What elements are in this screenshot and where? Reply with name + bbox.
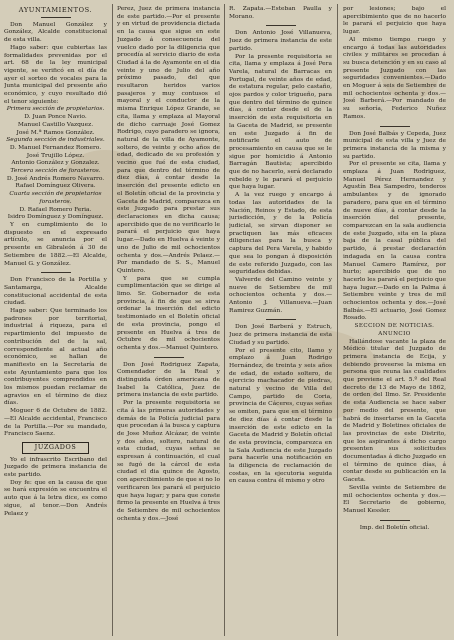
paragraph: Por el presente cito, llamo y emplazo á Juan Rodrigo Hernández, de treinta y seis años de edad, de estado soltero, de ejercicio machacador de piedras, natural y vecino de Villa del Campo, partido de Coria, provincia de Cáceres, cuyas señas se omiten, para que en el término de diez días á contar desde la inserción de este edicto en la Gaceta de Madrid y Boletín oficial de esta provincia, comparezca en la Sala Audiencia de este Juzgado para hacerle una notificación en la diligencia de reclamación de costas, en la ejecutoria seguida en causa contra él mismo y otro bbox=[229, 347, 332, 485]
subsection-title: Primera sección de propietarios. bbox=[6, 106, 105, 113]
section-heading-ayuntamientos: AYUNTAMIENTOS. bbox=[18, 6, 93, 14]
paragraph: Y para que se cumpla cumplimentación que se dirige al limo. Sr. Gobernador de esta provincia, á fin de que se sirva ordenar la inserción del edicto testimoniado en el Boletín oficial de esta provincia, pongo el presente en Huelva á tres de Octubre de mil ochocientos ochenta y dos.—Manuel Quintero. bbox=[117, 275, 220, 351]
column-rule bbox=[224, 4, 225, 636]
section-heading-anuncio: ANUNCIO bbox=[378, 330, 411, 337]
paragraph: Por la presente requisitoria se cita á las primeras autoridades y demás de la Policía judicial para que procedan á la busca y captura de Jose Muñoz Alcázar, de veinte y dos años, soltero, natural de esta ciudad, cuyas señas se expresan á continuación, el cual se fugó de la cárcel de esta ciudad el dia quince de Agosto, con apercibimiento de que si no lo verificaren les parará el perjuicio que haya lugar; y para que conste firmo la presente en Huelva á tres de Setiembre de mil ochocientos ochenta y dos.—José bbox=[117, 400, 220, 522]
section-heading-noticias: SECCION DE NOTICIAS. bbox=[354, 323, 435, 330]
paragraph: Al mismo tiempo ruego y encargo á todas las autoridades civiles y militares se procedan á su busca detención y en su caso al presente Juzgado con las seguridades convenientes.—Dado en Moguer á seis de Setiembre de mil ochocientos ochenta y dos.—José Barberá.—Por mandado de su señoría, Federico Nuñez Ramos. bbox=[343, 36, 446, 120]
paragraph: Sevilla veinte de Setiembre de mil ochocientos ochenta y dos.—El Secretario de gobierno, Manuel Kessler. bbox=[343, 484, 446, 514]
separator bbox=[266, 25, 296, 26]
paragraph: Por la presente requisitoria se cita, llama y emplaza á José Pera Varela, natural de Barracas en Portugal, de veinte años de edad, de estatura regular, pelo castaño, ojos pardos y color trigueño, para que dentro del término de quince días, á contar desde el de la inserción de esta requisitoria en la Gaceta de Madrid, se presente en este Juzgado á fin de notificarle el auto de procesamiento en causa que se le sigue por homicidio á Antonio Barragán Bautista; apercibido que de no hacerlo, será declarado rebelde y le parará el perjuicio que haya lugar. bbox=[229, 53, 332, 191]
paragraph: Y en cumplimiento de lo dispuesto en el expresado artículo, se anuncia por el presente en Gibraleón á 30 de Setiembre de 1882.—El Alcalde, Manuel G. y González. bbox=[4, 221, 107, 267]
column-2 bbox=[117, 6, 220, 632]
paragraph: Don José Rodriguez Zapata, Comendador de la Real y distinguida órden americana de Isabel la Católica, Juez de primera instancia de este partido. bbox=[117, 361, 220, 399]
paragraph: A la vez ruego y encargo á todas las autoridades de la Nación, Reinos y Estado, de esta jurisdicción, y de la Policía judicial, se sirvan disponer se practiquen las más eficaces diligencias para la busca y captura del Pera Varela, y habido que sea lo pongan á disposición de este referido Juzgado, con las seguridades debidas. bbox=[229, 192, 332, 276]
column-1 bbox=[4, 6, 107, 632]
paragraph: Hago saber: Que terminado los padrones por territorial, industrial á riqueza, para el repartimiento del impuesto de contribución del de la sal, correspondiente al actual año económico, se hallan de manifiesto en la Secretaría de este Ayuntamiento para que los contribuyentes comprendidos en los mismos puedan reclamar de agravios en el término de diez días. bbox=[4, 308, 107, 407]
column-rule bbox=[337, 4, 338, 636]
subsection-title: Segunda sección de industriales. bbox=[6, 137, 105, 144]
name-list: D. Rafael Romero Feria. Isidro Domínguez y Domínguez. bbox=[7, 206, 104, 221]
subsection-title: Tercera sección de forasteros. bbox=[10, 168, 101, 175]
separator bbox=[41, 272, 71, 273]
paragraph: R. Zapata.—Esteban Paulla y Morano. bbox=[229, 6, 332, 20]
name-list: D. Juan Ponce Navio. Manuel Castillo Vazquez. José M.ª Ramos González. bbox=[16, 114, 95, 136]
paragraph: Don Francisco de la Portilla y Santamarga, Alcalde constitucional accidental de esta ciudad. bbox=[4, 277, 107, 307]
column-4 bbox=[343, 6, 446, 632]
paragraph: Hallándose vacante la plaza de Médico titular del Juzgado de primera instancia de Ecija, y debiendo proveerse la misma en persona que reuna las cualidades que previene el art. 5.º del Real decreto de 13 de Mayo de 1862, de orden del Ilmo. Sr. Presidente de esta Audiencia se hace saber por medio del presente, que habrá de insertarse en la Gaceta de Madrid y Boletines oficiales de las provincias de este Distrito, que los aspirantes á dicho cargo presenten sus solicitudes documentadas á dicho Juzgado en el término de quince días, á contar desde su publicación en la Gaceta. bbox=[343, 338, 446, 484]
paragraph: Por el presente se cita, llama y emplaza á Juan Rodriguez, Manuel Pérez Hernandez y Agustín Bea Sampedro, tenderos ambulantes y de ignorado paradero, para que en el término de nueve días, á contar desde la inserción del presente, comparezcan en la sala audiencia de este Juzgado, sita en la plaza baja de la casal pública del partido, á prestar declaración indagada en la causa contra Manuel Camero Ramírez, por hurto; apercibido que de no hacerlo les parará el perjuicio que haya lugar.—Dado en la Palma á Setiembre veinte y tres de mil ochocientos ochenta y dos.—José Balbás.—El actuario, José Gomez Rosado. bbox=[343, 161, 446, 322]
separator bbox=[154, 357, 184, 358]
name-list: D. José Andrés Romero Navarro. Rafael Domínguez Olivera. bbox=[6, 175, 105, 190]
column-3 bbox=[229, 6, 332, 632]
paragraph: Moguer 6 de Octubre de 1882.—El Alcalde accidental, Francisco de la Portilla.—Por su mandado, Francisco Saenz. bbox=[4, 408, 107, 438]
name-list: D. Manuel Fernandez Romero. José Trujillo López. Antonio González y Gonzalez. bbox=[9, 144, 102, 167]
subsection-title: Cuarta sección de propietarios forasteros. bbox=[9, 191, 102, 205]
paragraph: Don Manuel González y González, Alcalde constitucional de esta villa. bbox=[4, 21, 107, 44]
paragraph: Valverde del Camino veinte y nueve de Setiembre de mil ochocientos ochenta y dos.—Antonio J. Villanueva.—Juan Ramirez Guzmán. bbox=[229, 276, 332, 314]
paragraph: Don José Barberá y Estruch, Juez de primera instancia de esta Ciudad y su partido. bbox=[229, 324, 332, 346]
paragraph: Don Antonio José Villanueva, Juez de primera instancia de este partido. bbox=[229, 30, 332, 52]
paragraph: Perez, Juez de primera instancia de este partido.—Por el presente y en virtud de providencia dictada en la causa que sigue en este Juzgado á consecuencia del vuelco dado por la diligencia que procedía al servicio diario de esta Ciudad á la de Ayamonte en el dia veinte y uno de Julio del año próximo pasado, del que resultaron heridos varios pasajeros y muy contusos el mayoral y el conductor de la misma Enrique López Grande, se cita, llama y emplaza al Mayoral de dicho carruaje José Gomez Rodrigo, cuyo paradero se ignora, natural de la villa de Ayamonte, soltero, de veinte y ocho años de edad, dedicado de su profesión y vecino que fué de esta ciudad, para que dentro del término de diez días, á contar desde la inserción del presente edicto en el Boletín oficial de la provincia y Gaceta de Madrid, comparezca en este Juzgado para prestar sus declaraciones en dicha causa; apercibido que de no verificarlo le parará el perjuicio que haya lugar.—Dado en Huelva á veinte y uno de Julio de mil ochocientos ochenta y dos.—Andrés Pelaez.—Por mandado de S. S., Manuel Quintero. bbox=[117, 6, 220, 274]
imprint: Imp. del Boletín oficial. bbox=[359, 524, 430, 531]
paragraph: Doy fe: que en la causa de que se hará expresión se encuentra el auto que á la letra dice, es como sigue, al tenor.—Don Andrés Pelaez y bbox=[4, 479, 107, 517]
paragraph: Yo el infrascrito Escribano del Juzgado de primera instancia de este partido. bbox=[4, 456, 107, 479]
separator bbox=[380, 520, 410, 521]
separator bbox=[380, 126, 410, 127]
separator bbox=[266, 319, 296, 320]
paragraph: Don José Balbás y Cepeda, Juez municipal de esta villa y Juez de primera instancia de la misma y su partido. bbox=[343, 130, 446, 160]
paragraph: Hago saber: que cubiertas las formalidades prevenidas por el art. 68 de la ley municipal vigente, se verificó en el día de ayer el sorteo de vocales para la Junta municipal del presente año económico, y cuyo resultado dió el tenor siguiente: bbox=[4, 44, 107, 105]
section-heading-juzgados: JUZGADOS bbox=[22, 442, 89, 454]
paragraph: por lesiones; bajo el apercibimiento que de no hacerlo le parará el perjuicio que haya lugar. bbox=[343, 6, 446, 36]
separator bbox=[41, 17, 71, 18]
column-rule bbox=[112, 4, 113, 636]
